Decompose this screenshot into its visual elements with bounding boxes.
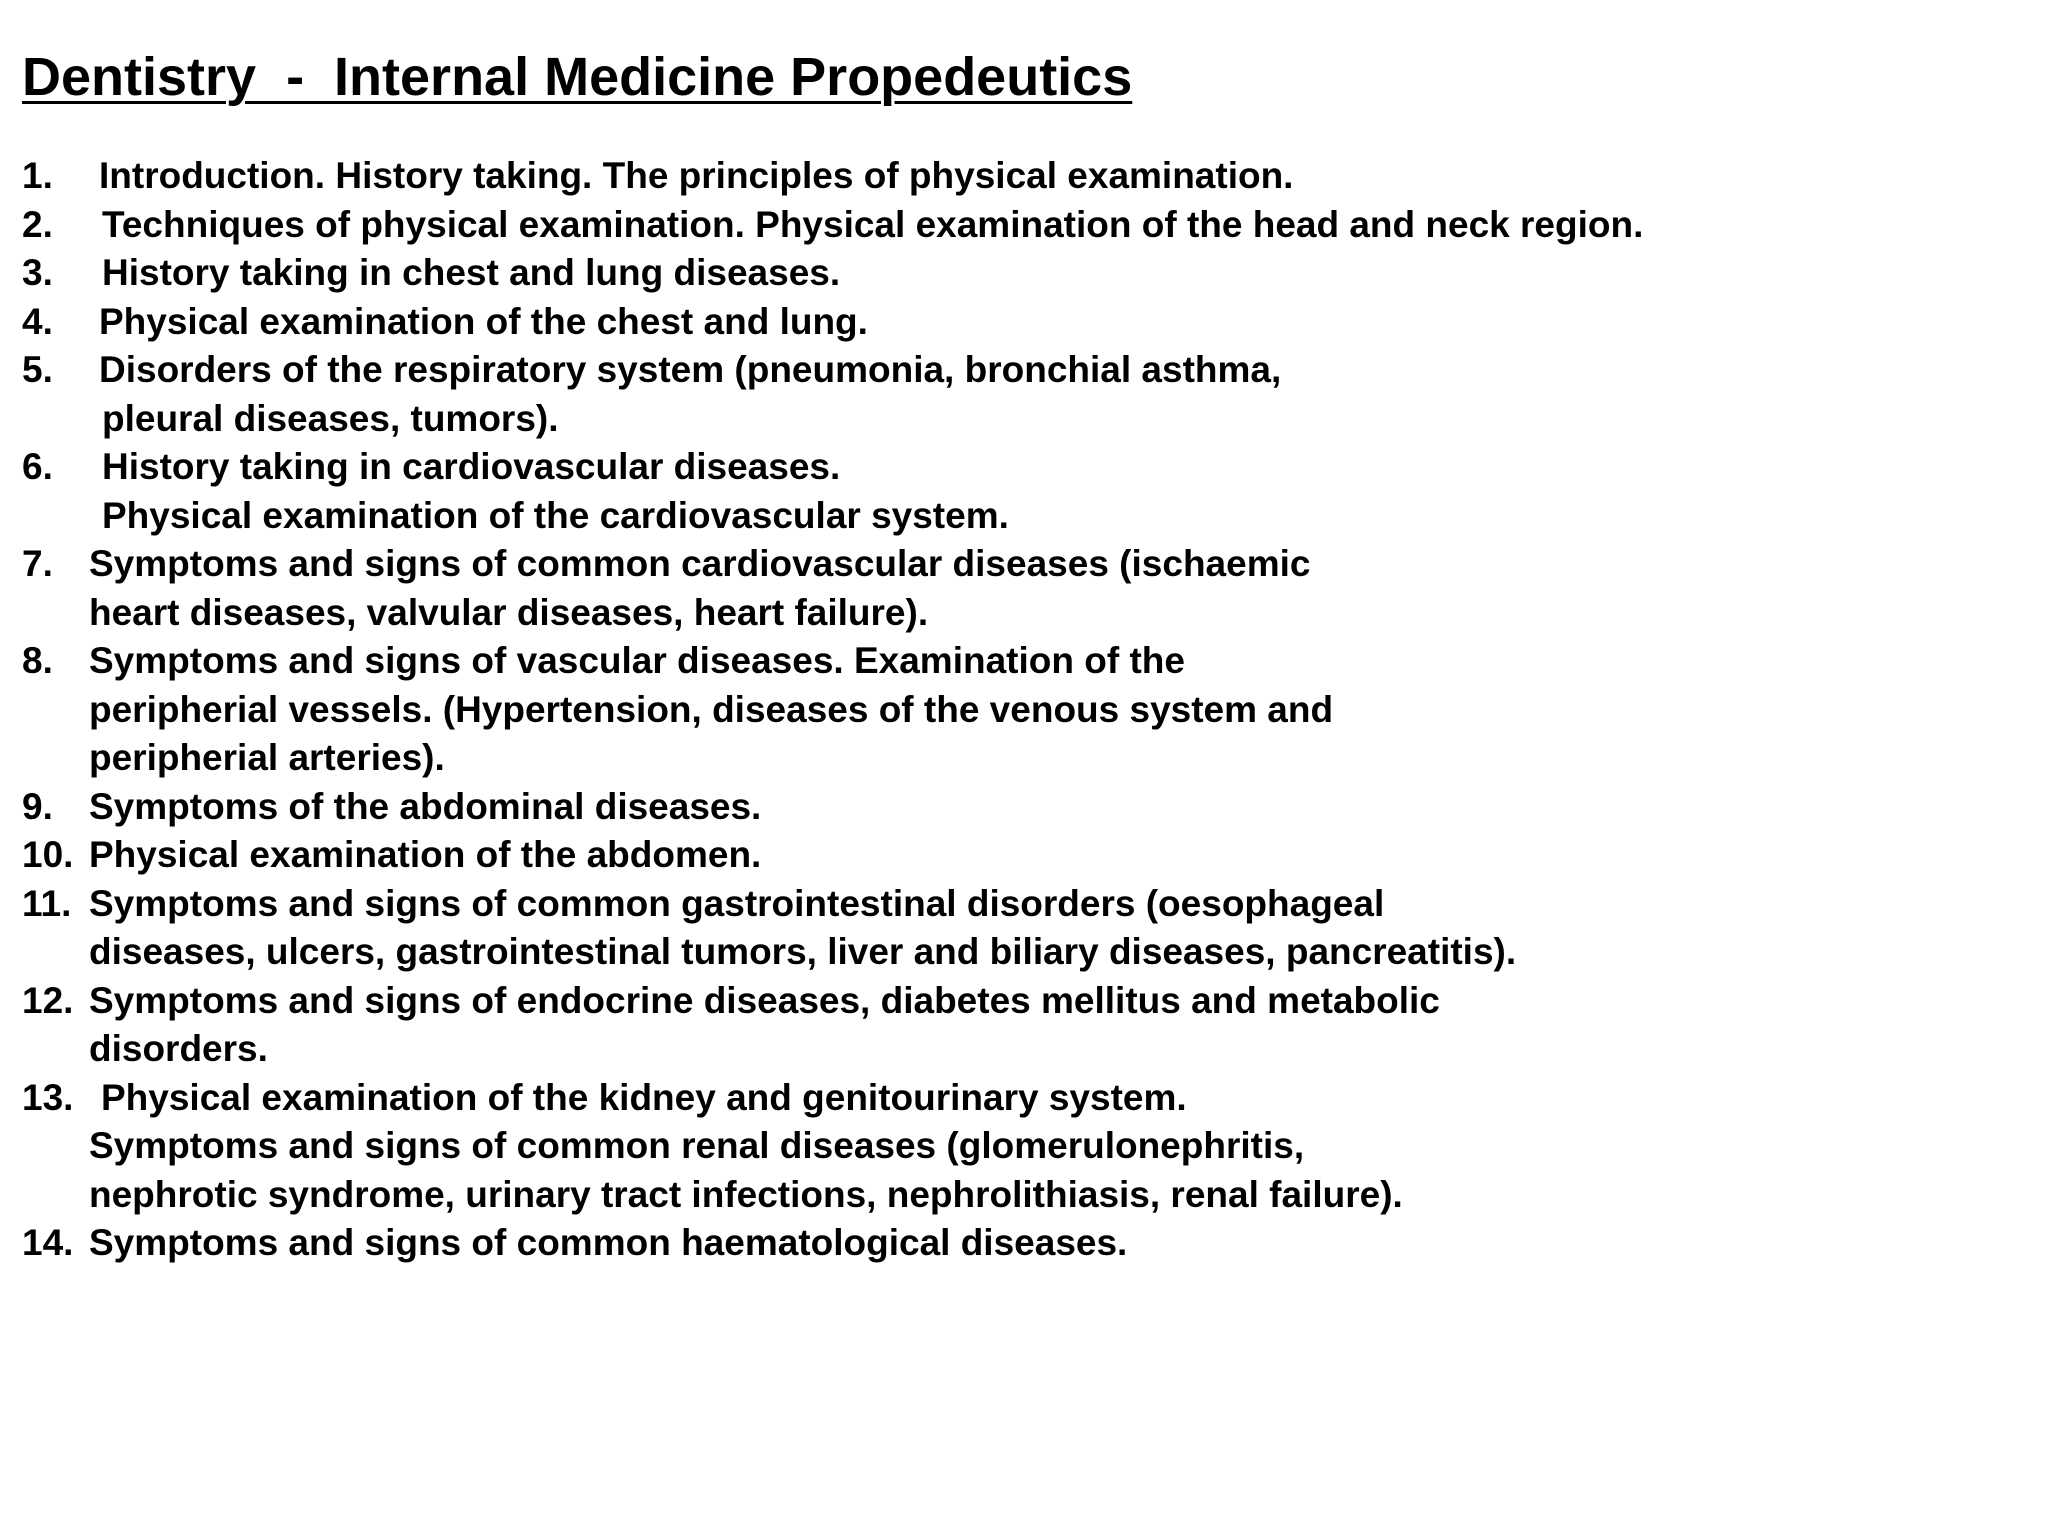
list-item-12 (22, 977, 2022, 1026)
item-text: Symptoms and signs of common renal diseases (glomerulonephritis, (89, 1125, 1305, 1166)
list-item-13-continuation (22, 1171, 2022, 1220)
list-item-7 (22, 540, 2022, 589)
item-number: 7. (22, 543, 53, 584)
list-item-2 (22, 201, 2022, 250)
list-item-14 (22, 1219, 2022, 1268)
item-text: heart diseases, valvular diseases, heart failure). (89, 591, 929, 633)
item-number: 1. (22, 155, 53, 196)
item-text: History taking in chest and lung diseases. (102, 252, 841, 293)
list-item-5-continuation (22, 395, 2022, 444)
item-text: History taking in cardiovascular diseases. (102, 446, 841, 487)
item-text: Symptoms of the abdominal diseases. (89, 785, 762, 827)
item-text: Symptoms and signs of endocrine diseases, diabetes mellitus and metabolic (89, 979, 1440, 1021)
item-number: 9. (22, 785, 53, 827)
item-number: 13. (22, 1076, 74, 1118)
list-item-5 (22, 346, 2022, 395)
list-item-7-continuation (22, 589, 2022, 638)
list-item-4 (22, 298, 2022, 347)
item-text: peripherial vessels. (Hypertension, diseases of the venous system and (89, 688, 1334, 730)
list-item-11-continuation (22, 928, 2022, 977)
item-text: Symptoms and signs of common gastrointestinal disorders (oesophageal (89, 882, 1385, 924)
item-number: 6. (22, 446, 53, 487)
list-item-13 (22, 1074, 2022, 1123)
item-text: nephrotic syndrome, urinary tract infections, nephrolithiasis, renal failure). (89, 1173, 1403, 1215)
item-text: Disorders of the respiratory system (pneumonia, bronchial asthma, (99, 349, 1282, 390)
list-item-8 (22, 637, 2022, 686)
list-item-9 (22, 783, 2022, 832)
list-item-1 (22, 152, 2022, 201)
topic-list (22, 152, 2022, 1268)
item-number: 4. (22, 300, 53, 342)
list-item-11 (22, 880, 2022, 929)
list-item-10 (22, 831, 2022, 880)
list-item-13-continuation (22, 1122, 2022, 1171)
item-text: Physical examination of the chest and lung. (99, 300, 868, 342)
list-item-8-continuation (22, 734, 2022, 783)
item-text: Symptoms and signs of vascular diseases. Examination of the (89, 640, 1185, 681)
item-text: Introduction. History taking. The principles of physical examination. (99, 155, 1294, 196)
page-title: Dentistry - Internal Medicine Propedeutics (22, 47, 1133, 107)
item-text: Symptoms and signs of common cardiovascular diseases (ischaemic (89, 543, 1311, 584)
item-number: 11. (22, 882, 72, 924)
item-number: 12. (22, 979, 74, 1021)
list-item-8-continuation (22, 686, 2022, 735)
item-text: Physical examination of the abdomen. (89, 834, 762, 875)
list-item-6 (22, 443, 2022, 492)
item-text: disorders. (89, 1028, 268, 1069)
list-item-3 (22, 249, 2022, 298)
item-text: pleural diseases, tumors). (102, 397, 559, 439)
item-text: Techniques of physical examination. Physical examination of the head and neck region. (102, 203, 1644, 245)
item-text: Physical examination of the cardiovascular system. (102, 494, 1009, 536)
item-number: 10. (22, 834, 74, 875)
item-number: 14. (22, 1222, 74, 1263)
item-text: peripherial arteries). (89, 737, 445, 778)
item-number: 8. (22, 640, 53, 681)
item-text: Symptoms and signs of common haematological diseases. (89, 1222, 1128, 1263)
list-item-12-continuation (22, 1025, 2022, 1074)
item-text: Physical examination of the kidney and genitourinary system. (101, 1076, 1187, 1118)
item-number: 3. (22, 252, 53, 293)
item-number: 5. (22, 349, 53, 390)
item-text: diseases, ulcers, gastrointestinal tumors, liver and biliary diseases, pancreatitis). (89, 931, 1517, 972)
list-item-6-continuation (22, 492, 2022, 541)
item-number: 2. (22, 203, 53, 245)
